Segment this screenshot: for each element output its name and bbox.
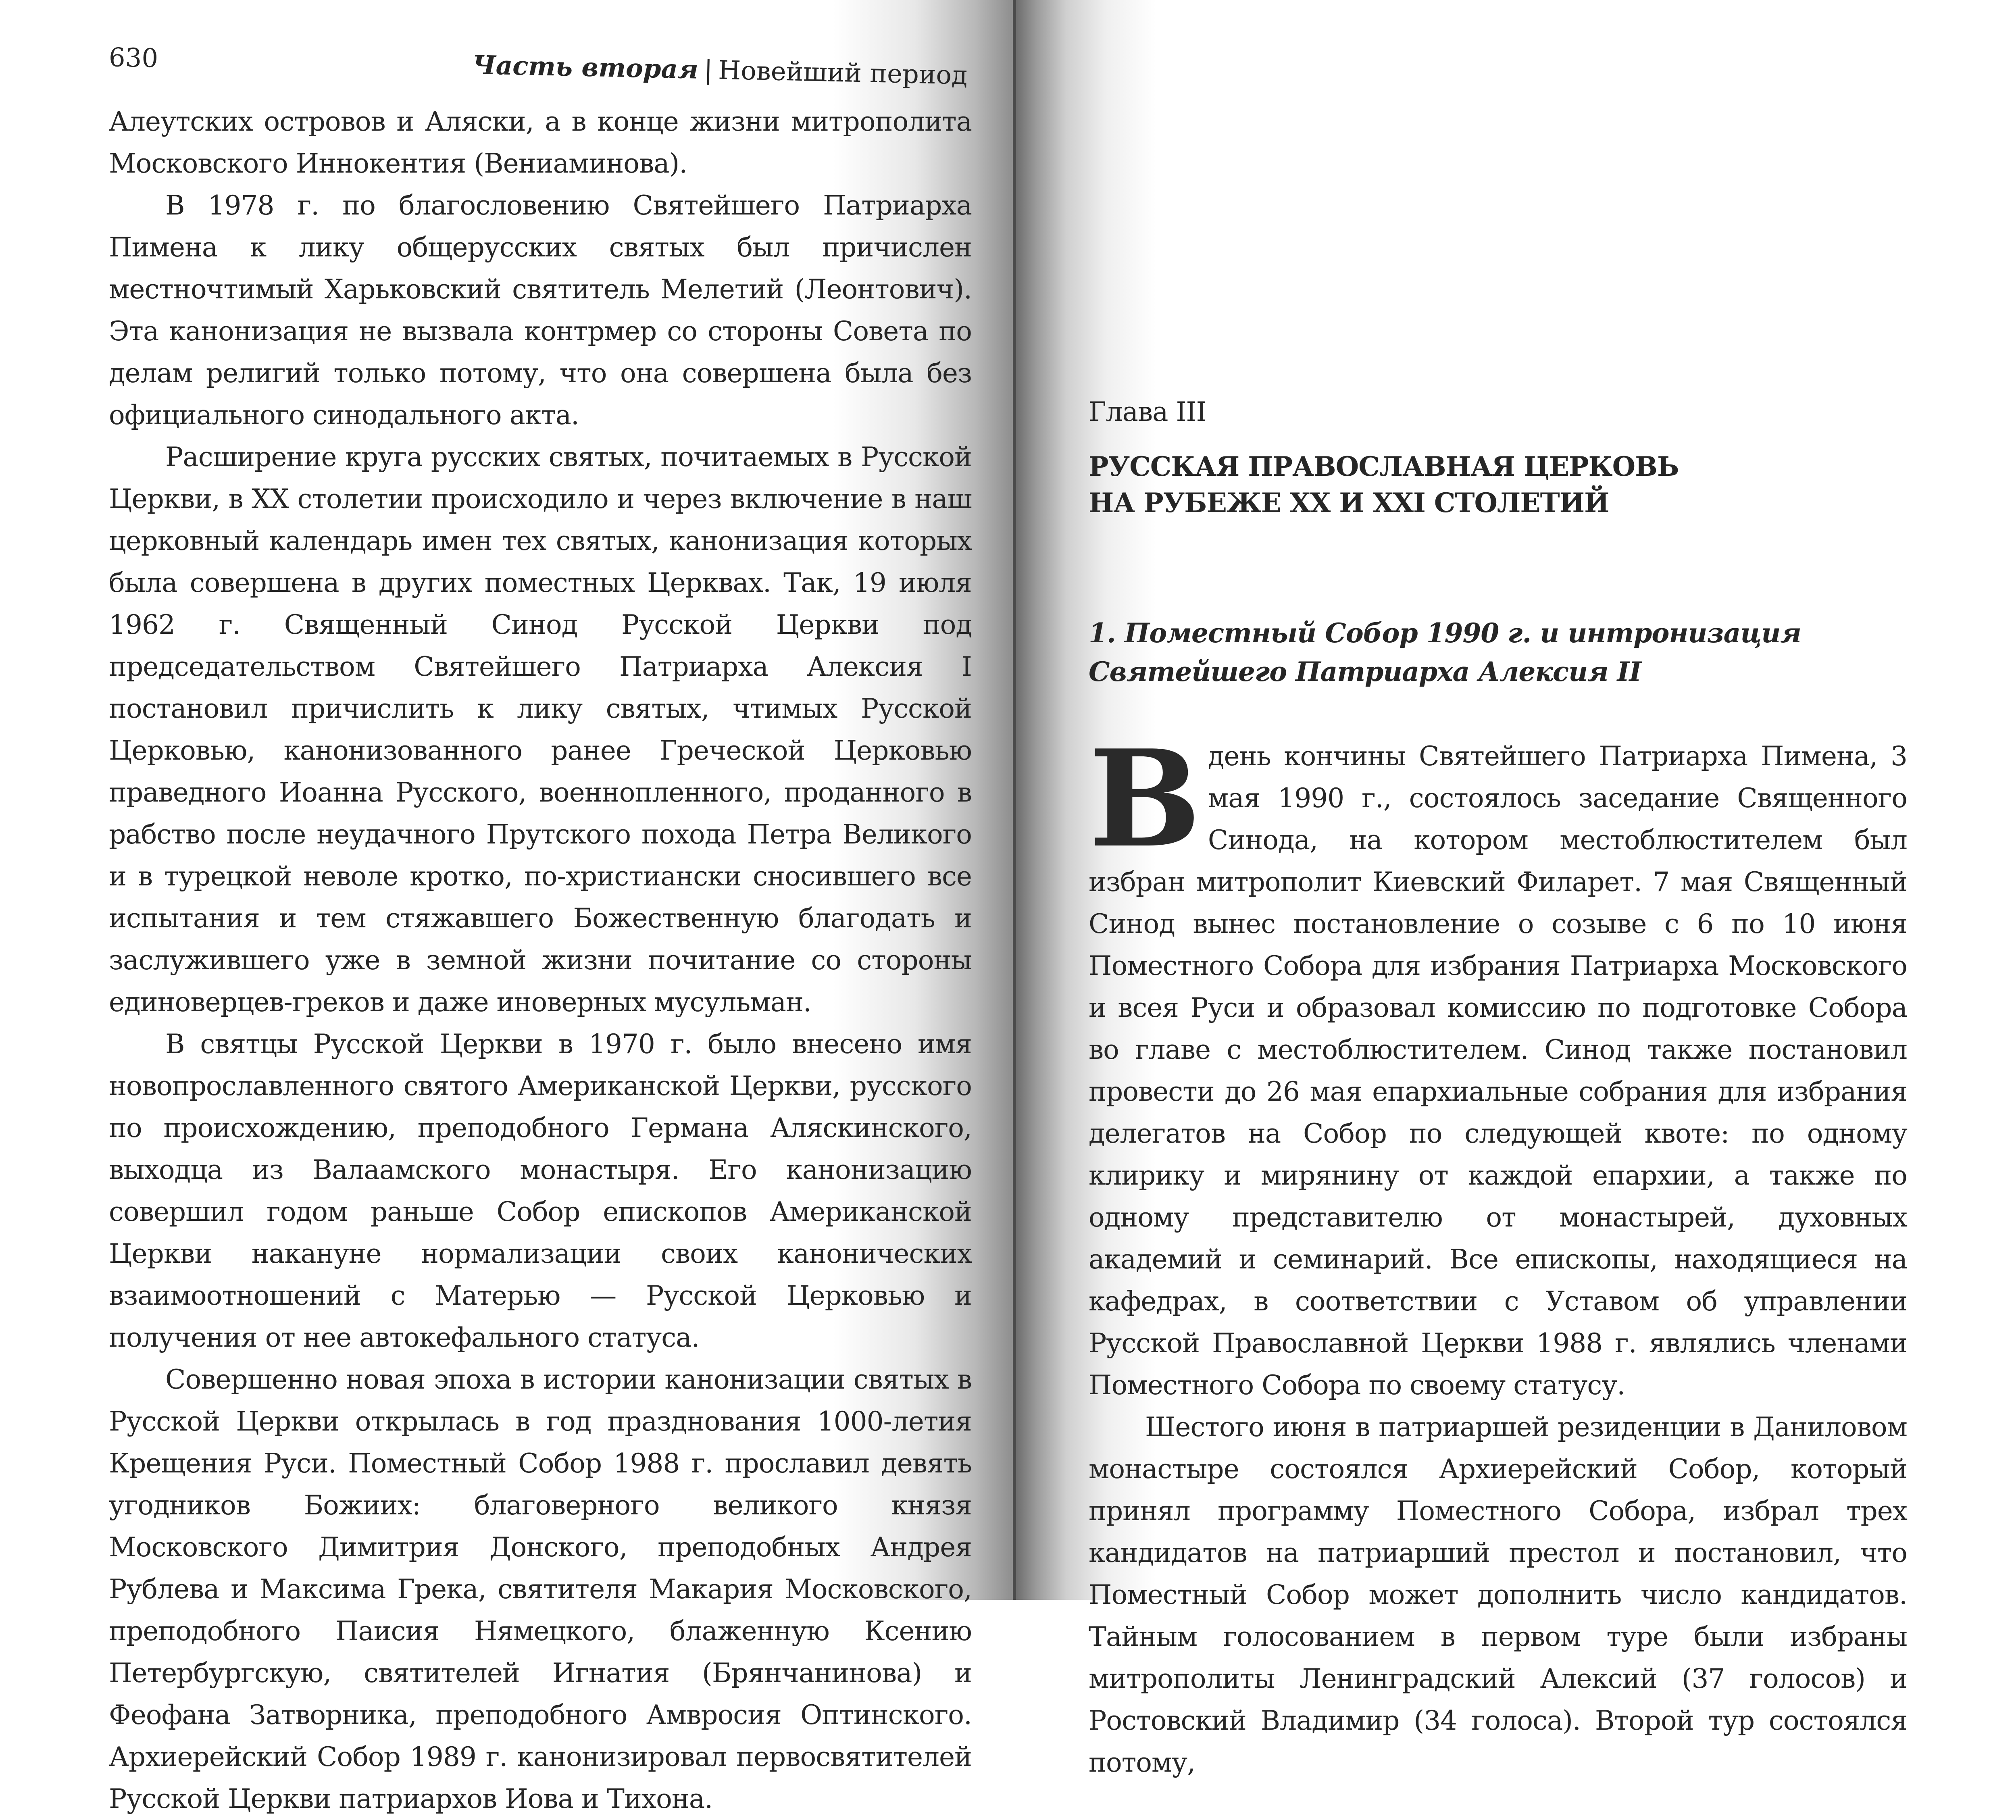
paragraph: Шестого июня в патриаршей резиденции в Даниловом монастыре состоялся Архиерейский Собор, который принял программу Поместного Собора, избрал трех кандидатов на патриарший престол и постановил, что Поместный Собор может дополнить число кандидатов. Тайным голосованием в первом туре были избраны митрополиты Ленинградский Алексий (37 голосов) и Ростовский Владимир (34 голоса). Второй тур состоялся потому,	[1089, 1412, 1907, 1778]
paragraph: Расширение круга русских святых, почитаемых в Русской Церкви, в XX столетии происходило и через включение в наш церковный календарь имен тех святых, канонизация которых была совершена в других поместных Церквах. Так, 19 июля 1962 г. Священный Синод Русской Церкви под председательством Святейшего Патриарха Алексия I постановил причислить к лику святых, чтимых Русской Церковью, канонизованного ранее Греческой Церковью праведного Иоанна Русского, военнопленного, проданного в рабство после неудачного Прутского похода Петра Великого и в турецкой неволе кротко, по-христиански сносившего все испытания и тем стяжавшего Божественную благодать и заслужившего уже в земной жизни почитание со стороны единоверцев-греков и даже иноверных мусульман.	[109, 441, 972, 1018]
paragraph: В 1978 г. по благословению Святейшего Патриарха Пимена к лику общерусских святых был причислен местночтимый Харьковский святитель Мелетий (Леонтович). Эта канонизация не вызвала контрмер со стороны Совета по делам религий только потому, что она совершена была без официального синодального акта.	[109, 190, 972, 431]
paragraph: Алеутских островов и Аляски, а в конце жизни митрополита Московского Иннокентия (Вениаминова).	[109, 106, 972, 179]
running-head-left	[108, 42, 968, 91]
section-title	[1089, 614, 1907, 691]
drop-cap: В	[1089, 721, 1201, 877]
running-head-period: Новейший период	[718, 55, 968, 91]
chapter-title	[1089, 448, 1907, 521]
paragraph-text: день кончины Святейшего Патриарха Пимена, 3 мая 1990 г., состоялось заседание Священного Синода, на котором местоблюстителем был избран митрополит Киевский Филарет. 7 мая Священный Синод вынес постановление о созыве с 6 по 10 июня Поместного Собора для избрания Патриарха Московского и всея Руси и образовал комиссию по подготовке Собора во главе с местоблюстителем. Синод также постановил провести до 26 мая епархиальные собрания для избрания делегатов на Собор по следующей квоте: по одному клирику и мирянину от каждой епархии, а также по одному представителю от монастырей, духовных академий и семинарий. Все епископы, находящиеся на кафедрах, в соответствии с Уставом об управлении Русской Православной Церкви 1988 г. являлись членами Поместного Собора по своему статусу.	[1089, 741, 1907, 1401]
section-title-line: Святейшего Патриарха Алексия II	[1089, 656, 1641, 687]
running-head-part: Часть вторая	[472, 50, 699, 85]
running-head-separator: |	[704, 55, 713, 85]
left-page-body	[109, 101, 972, 1820]
right-page-body	[1089, 391, 1907, 1784]
paragraph: В святцы Русской Церкви в 1970 г. было внесено имя новопрославленного святого Американской Церкви, русского по происхождению, преподобного Германа Аляскинского, выходца из Валаамского монастыря. Его канонизацию совершил годом раньше Собор епископов Американской Церкви накануне нормализации своих канонических взаимоотношений с Матерью — Русской Церковью и получения от нее автокефального статуса.	[109, 1029, 972, 1353]
page-number: 630	[108, 43, 158, 74]
chapter-title-line: РУССКАЯ ПРАВОСЛАВНАЯ ЦЕРКОВЬ	[1089, 451, 1679, 482]
section-title-line: 1. Поместный Собор 1990 г. и интронизация	[1089, 617, 1801, 649]
chapter-label: Глава III	[1089, 396, 1206, 427]
paragraph	[1089, 721, 1907, 1406]
chapter-title-line: НА РУБЕЖЕ XX И XXI СТОЛЕТИЙ	[1089, 487, 1609, 519]
paragraph: Совершенно новая эпоха в истории канонизации святых в Русской Церкви открылась в год празднования 1000-летия Крещения Руси. Поместный Собор 1988 г. прославил девять угодников Божиих: благоверного великого князя Московского Димитрия Донского, преподобных Андрея Рублева и Максима Грека, святителя Макария Московского, преподобного Паисия Нямецкого, блаженную Ксению Петербургскую, святителей Игнатия (Брянчанинова) и Феофана Затворника, преподобного Амвросия Оптинского. Архиерейский Собор 1989 г. канонизировал первосвятителей Русской Церкви патриархов Иова и Тихона.	[109, 1364, 972, 1814]
right-page-text	[1089, 721, 1907, 1784]
running-head-title	[472, 50, 968, 91]
